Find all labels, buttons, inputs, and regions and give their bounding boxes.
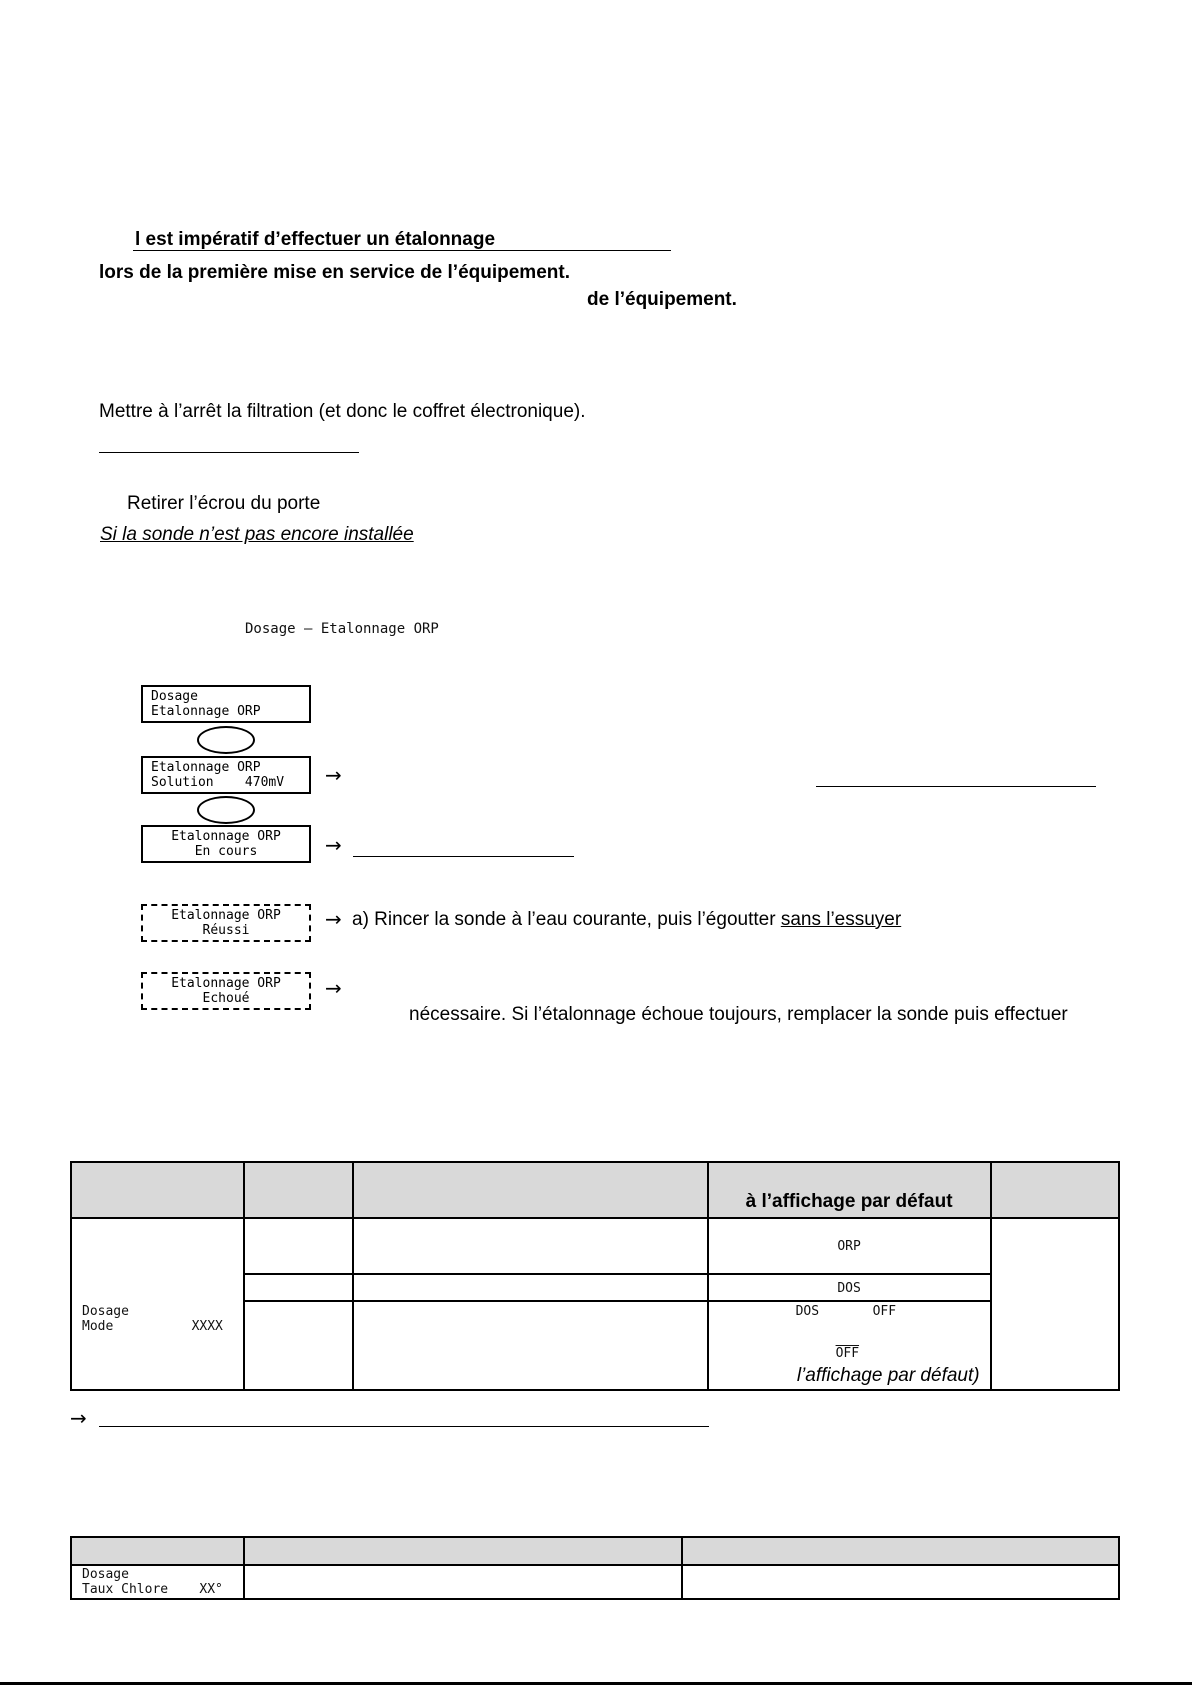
lcd-success-screen: Etalonnage ORP Réussi [141, 904, 311, 942]
mode-note-underline [99, 1426, 709, 1427]
ok-button-icon-2[interactable] [197, 796, 255, 824]
ok-button-icon[interactable] [197, 726, 255, 754]
arrow-icon-4: → [325, 976, 342, 1000]
warning-line-2: lors de la première mise en service de l’équipement. [99, 262, 570, 283]
mode-default-note: l’affichage par défaut) [796, 1365, 980, 1386]
chlore-table [70, 1536, 1120, 1600]
arrow-icon-5: → [70, 1406, 87, 1430]
mode-table-header-default: à l’affichage par défaut [745, 1191, 953, 1212]
mode-lcd-line-2: Mode XXXX [82, 1319, 223, 1334]
solution-underline [816, 786, 1096, 787]
mode-orp-value: ORP [837, 1239, 861, 1254]
mode-off-default: $\overline{OFF}$ [835, 1346, 860, 1361]
arrow-icon: → [325, 763, 342, 787]
step-remove-nut: Retirer l’écrou du porte [127, 493, 321, 514]
step-stop-filtration: Mettre à l’arrêt la filtration (et donc le coffret électronique). [99, 401, 586, 422]
success-instruction: a) Rincer la sonde à l’eau courante, puis l’égoutter sans l’essuyer [352, 909, 902, 930]
arrow-icon-3: → [325, 907, 342, 931]
mode-lcd-line-1: Dosage [82, 1304, 129, 1319]
warning-line-1: l est impératif d’effectuer un étalonnage [135, 229, 496, 250]
mode-dos-value: DOS [837, 1280, 861, 1296]
chlore-lcd-line-2: Taux Chlore XX° [82, 1582, 223, 1597]
step-probe-not-installed: Si la sonde n’est pas encore installée [100, 524, 414, 545]
separator-line [99, 452, 359, 453]
chlore-lcd-line-1: Dosage [82, 1567, 129, 1582]
lcd-in-progress-screen: Etalonnage ORP En cours [141, 825, 311, 863]
warning-line-3: de l’équipement. [587, 289, 737, 310]
failed-instruction: nécessaire. Si l’étalonnage échoue toujours, remplacer la sonde puis effectuer [409, 1004, 1068, 1025]
lcd-solution-screen: Etalonnage ORP Solution 470mV [141, 756, 311, 794]
menu-path: Dosage – Etalonnage ORP [245, 621, 439, 637]
arrow-icon-2: → [325, 833, 342, 857]
mode-table [70, 1161, 1120, 1391]
mode-dos-option: DOS [795, 1304, 820, 1319]
in-progress-underline [353, 856, 574, 857]
mode-off-option: OFF [872, 1304, 897, 1319]
warning-underline [133, 250, 671, 251]
lcd-failed-screen: Etalonnage ORP Echoué [141, 972, 311, 1010]
lcd-menu-screen: Dosage Etalonnage ORP [141, 685, 311, 723]
